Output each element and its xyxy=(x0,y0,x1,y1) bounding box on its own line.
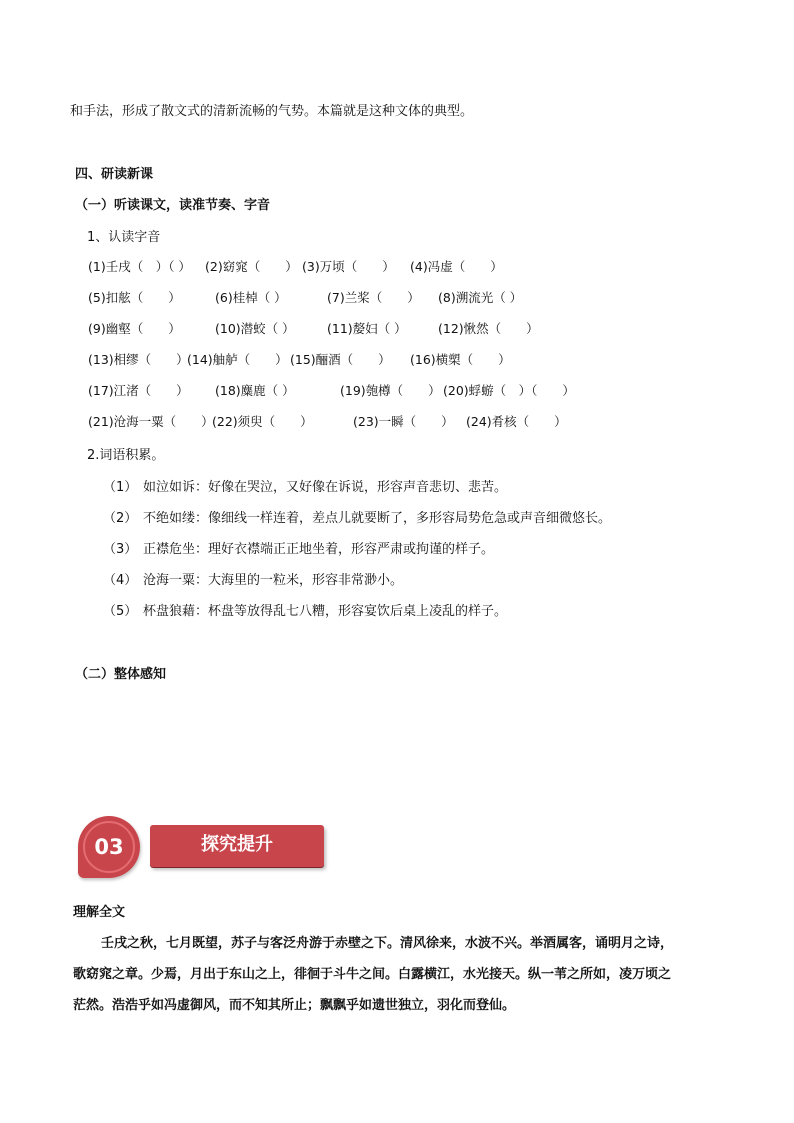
pron-item: (7)兰桨（ ） xyxy=(327,290,420,305)
part-heading-listen: （一）听读课文，读准节奏、字音 xyxy=(75,198,271,213)
passage-line: 壬戌之秋，七月既望，苏子与客泛舟游于赤壁之下。清风徐来，水波不兴。举酒属客，诵明月之诗， xyxy=(101,936,674,951)
vocab-number: （1） xyxy=(103,480,138,495)
section-number-badge xyxy=(78,816,140,878)
pron-item: (4)冯虚（ ） xyxy=(410,259,503,274)
pron-item: (3)万顷（ ） xyxy=(302,259,395,274)
vocab-number: （2） xyxy=(103,511,138,526)
pron-item: (20)蜉蝣（ ）（ ） xyxy=(443,383,575,398)
pron-item: (15)酾酒（ ） xyxy=(290,352,391,367)
pron-item: (14)舳舻（ ） xyxy=(187,352,288,367)
pron-item: (23)一瞬（ ） xyxy=(353,414,454,429)
vocab-number: （3） xyxy=(103,542,138,557)
sub-heading-vocabulary: 2.词语积累。 xyxy=(87,448,165,463)
section-banner xyxy=(78,812,328,878)
pron-item: (16)横槊（ ） xyxy=(410,352,511,367)
section-ribbon xyxy=(150,825,324,867)
vocab-number: （4） xyxy=(103,573,138,588)
pron-item: (8)溯流光（ ） xyxy=(438,290,523,305)
pron-item: (21)沧海一粟（ ） xyxy=(88,414,214,429)
pron-item: (9)幽壑（ ） xyxy=(88,321,181,336)
vocab-entry: 如泣如诉：好像在哭泣，又好像在诉说，形容声音悲切、悲苦。 xyxy=(143,480,508,495)
sub-heading-understand: 理解全文 xyxy=(73,905,126,920)
vocab-entry: 杯盘狼藉：杯盘等放得乱七八糟，形容宴饮后桌上凌乱的样子。 xyxy=(143,604,508,619)
passage-line: 歌窈窕之章。少焉，月出于东山之上，徘徊于斗牛之间。白露横江，水光接天。纵一苇之所如，凌万顷之 xyxy=(73,967,672,982)
passage-line: 茫然。浩浩乎如冯虚御风，而不知其所止；飘飘乎如遗世独立，羽化而登仙。 xyxy=(73,998,516,1013)
pron-item: (5)扣舷（ ） xyxy=(88,290,181,305)
pron-item: (10)潜蛟（ ） xyxy=(215,321,295,336)
section-title: 探究提升 xyxy=(201,834,273,855)
pron-item: (1)壬戌（ ）（ ） xyxy=(88,259,191,274)
pron-item: (2)窈窕（ ） xyxy=(205,259,298,274)
vocab-number: （5） xyxy=(103,604,138,619)
pron-item: (22)须臾（ ） xyxy=(212,414,313,429)
section-heading: 四、研读新课 xyxy=(75,167,154,182)
pron-item: (12)愀然（ ） xyxy=(438,321,539,336)
pron-item: (24)肴核（ ） xyxy=(466,414,567,429)
part-heading-overall: （二）整体感知 xyxy=(75,667,167,682)
pron-item: (19)匏樽（ ） xyxy=(340,383,441,398)
pron-item: (11)嫠妇（ ） xyxy=(327,321,407,336)
vocab-entry: 沧海一粟：大海里的一粒米，形容非常渺小。 xyxy=(143,573,404,588)
intro-line: 和手法，形成了散文式的清新流畅的气势。本篇就是这种文体的典型。 xyxy=(70,104,474,119)
vocab-entry: 不绝如缕：像细线一样连着，差点儿就要断了，多形容局势危急或声音细微悠长。 xyxy=(143,511,612,526)
pron-item: (18)麋鹿（ ） xyxy=(215,383,295,398)
vocab-entry: 正襟危坐：理好衣襟端正正地坐着，形容严肃或拘谨的样子。 xyxy=(143,542,495,557)
pron-item: (17)江渚（ ） xyxy=(88,383,189,398)
pron-item: (13)相缪（ ） xyxy=(88,352,189,367)
sub-heading-pronunciation: 1、认读字音 xyxy=(87,230,161,245)
section-number: 03 xyxy=(94,835,124,859)
pron-item: (6)桂棹（ ） xyxy=(215,290,287,305)
